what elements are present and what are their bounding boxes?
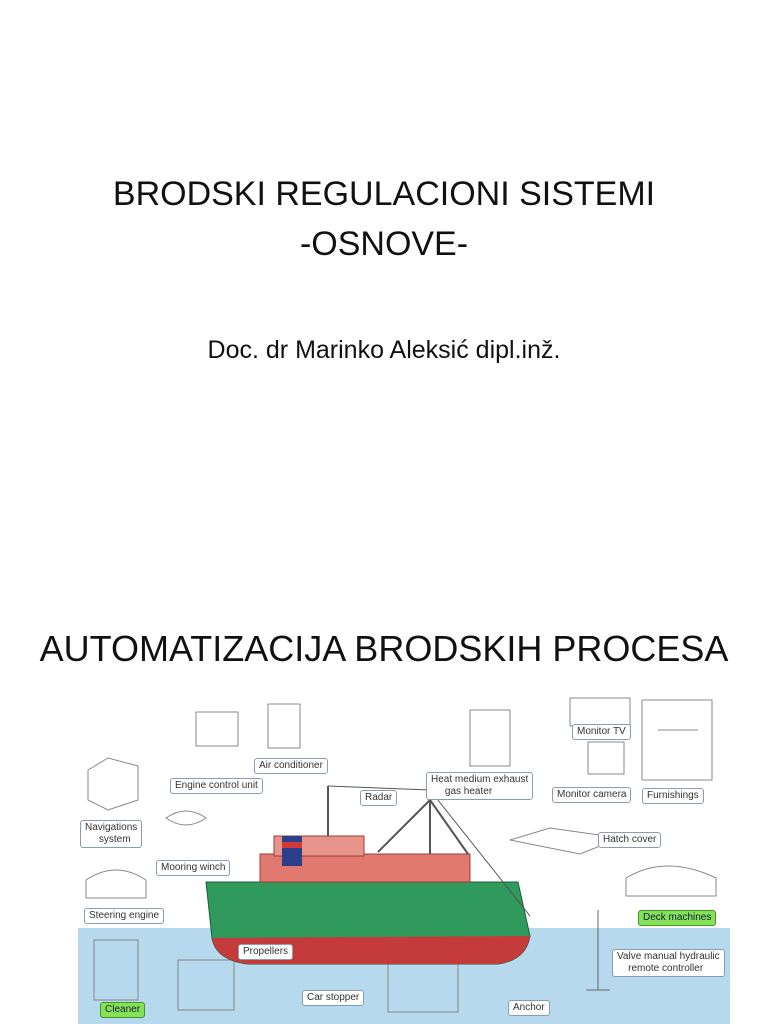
label-hatch-cover: Hatch cover <box>598 832 661 848</box>
crane-boom-left <box>378 800 430 852</box>
slide-title-line1: BRODSKI REGULACIONI SISTEMI <box>112 175 656 213</box>
slide-title-line2: -OSNOVE- <box>299 225 469 263</box>
label-monitor-camera: Monitor camera <box>552 787 631 803</box>
label-deck-machines: Deck machines <box>638 910 716 926</box>
label-cleaner: Cleaner <box>100 1002 145 1018</box>
crane-boom-right <box>430 800 468 854</box>
label-valve-remote-controller: Valve manual hydraulic remote controller <box>612 949 725 977</box>
ship-automation-diagram <box>78 690 730 1024</box>
label-propellers: Propellers <box>238 944 293 960</box>
author-line: Doc. dr Marinko Aleksić dipl.inž. <box>207 336 561 364</box>
label-steering-engine: Steering engine <box>84 908 164 924</box>
monitor-tv-sketch <box>570 698 630 726</box>
monitor-camera-sketch <box>588 742 624 774</box>
steering-engine-sketch <box>86 870 146 898</box>
label-car-stopper: Car stopper <box>302 990 364 1006</box>
engine-control-unit-sketch <box>196 712 238 746</box>
section-heading: AUTOMATIZACIJA BRODSKIH PROCESA <box>39 628 729 669</box>
label-air-conditioner: Air conditioner <box>254 758 328 774</box>
navigation-system-sketch <box>88 758 138 810</box>
funnel-band <box>282 842 302 848</box>
furnishings-sketch <box>642 700 712 780</box>
label-anchor: Anchor <box>508 1000 550 1016</box>
ship-funnel <box>282 836 302 866</box>
label-navigations-system: Navigations system <box>80 820 142 848</box>
label-mooring-winch: Mooring winch <box>156 860 230 876</box>
label-radar: Radar <box>360 790 397 806</box>
label-engine-control-unit: Engine control unit <box>170 778 263 794</box>
air-conditioner-sketch <box>268 704 300 748</box>
label-furnishings: Furnishings <box>642 788 704 804</box>
label-monitor-tv: Monitor TV <box>572 724 631 740</box>
mooring-winch-sketch <box>166 811 206 825</box>
deck-machines-sketch <box>626 866 716 896</box>
gas-heater-sketch <box>470 710 510 766</box>
label-heat-medium-gas-heater: Heat medium exhaust gas heater <box>426 772 533 800</box>
